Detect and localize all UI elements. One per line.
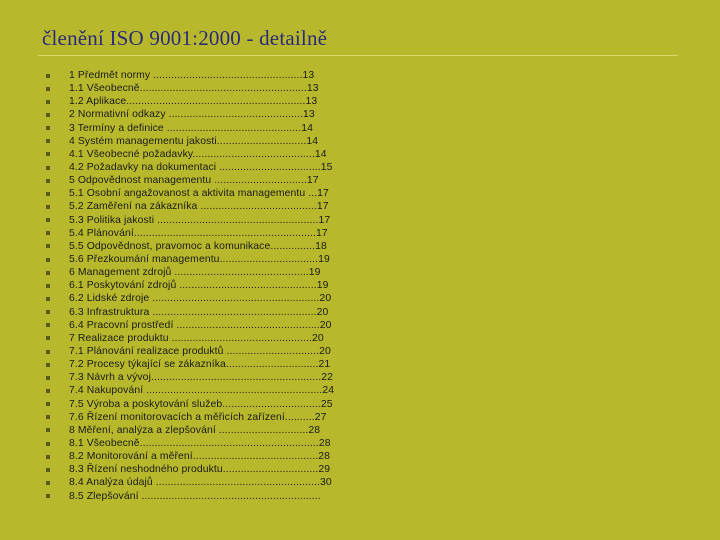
square-bullet-icon [46,376,50,380]
square-bullet-icon [46,389,50,393]
toc-item [46,95,334,108]
square-bullet-icon [46,323,50,327]
square-bullet-icon [46,284,50,288]
toc-item [46,411,334,424]
toc-item [46,306,334,319]
toc-item [46,437,334,450]
square-bullet-icon [46,481,50,485]
toc-item-text: 6 Management zdrojů .............................................19 [69,267,321,279]
square-bullet-icon [46,442,50,446]
toc-item [46,253,334,266]
toc-item [46,279,334,292]
toc-item-text: 8.4 Analýza údajů .......................................................30 [69,477,332,489]
square-bullet-icon [46,363,50,367]
toc-item [46,358,334,371]
square-bullet-icon [46,205,50,209]
square-bullet-icon [46,468,50,472]
slide-title: členění ISO 9001:2000 - detailně [42,26,328,50]
toc-item-text: 5.4 Plánování.............................................................17 [69,227,328,239]
toc-item [46,384,334,397]
toc-item [46,266,334,279]
toc-item [46,476,334,489]
square-bullet-icon [46,297,50,301]
toc-item-text: 1 Předmět normy ..................................................13 [69,70,315,81]
toc-item [46,187,334,200]
toc-item [46,108,334,121]
title-divider [38,55,678,56]
toc-item [46,424,334,437]
square-bullet-icon [46,139,50,143]
square-bullet-icon [46,258,50,262]
toc-item [46,371,334,384]
square-bullet-icon [46,74,50,78]
toc-item-text: 7.6 Řízení monitorovacích a měřicích zařízení..........27 [69,411,327,423]
toc-item [46,122,334,135]
square-bullet-icon [46,336,50,340]
square-bullet-icon [46,231,50,235]
toc-item-text: 8 Měření, analýza a zlepšování ..............................28 [69,424,321,436]
toc-item [46,450,334,463]
toc-item [46,240,334,253]
toc-item-text: 5.1 Osobní angažovanost a aktivita managementu ...17 [69,188,329,200]
toc-item-text: 8.1 Všeobecně............................................................28 [69,437,331,449]
toc-item [46,227,334,240]
toc-item-text: 5.6 Přezkoumání managementu.................................19 [69,253,330,265]
square-bullet-icon [46,310,50,314]
toc-item [46,174,334,187]
toc-item [46,161,334,174]
square-bullet-icon [46,87,50,91]
toc-item-text: 5 Odpovědnost managementu ...............................17 [69,175,319,187]
square-bullet-icon [46,192,50,196]
toc-item-text: 7.5 Výroba a poskytování služeb.................................25 [69,398,333,410]
toc-item [46,319,334,332]
square-bullet-icon [46,415,50,419]
toc-item-text: 6.3 Infrastruktura .......................................................20 [69,306,329,318]
square-bullet-icon [46,126,50,130]
toc-item-text: 4 Systém managementu jakosti..............................14 [69,135,319,147]
toc-item [46,292,334,305]
toc-item [46,463,334,476]
toc-item-text: 6.2 Lidské zdroje ........................................................20 [69,293,332,305]
toc-item [46,200,334,213]
toc-item [46,398,334,411]
toc-item-text: 8.2 Monitorování a měření..........................................28 [69,451,330,463]
square-bullet-icon [46,218,50,222]
square-bullet-icon [46,350,50,354]
toc-item-text: 7.3 Návrh a vývoj.........................................................22 [69,372,333,384]
toc-item-text: 8.3 Řízení neshodného produktu................................29 [69,464,331,476]
square-bullet-icon [46,179,50,183]
toc-item-text: 4.1 Všeobecné požadavky.........................................14 [69,148,327,160]
toc-item-text: 1.1 Všeobecně........................................................13 [69,83,319,95]
square-bullet-icon [46,271,50,275]
toc-item-text: 6.1 Poskytování zdrojů ..............................................19 [69,280,329,292]
toc-item-text: 8.5 Zlepšování ............................................................ [69,490,321,502]
toc-item-text: 7.2 Procesy týkající se zákazníka...............................21 [69,359,331,371]
toc-item-text: 7.1 Plánování realizace produktů ...............................20 [69,345,331,357]
toc-item [46,490,334,503]
toc-item [46,332,334,345]
toc-item-text: 5.5 Odpovědnost, pravomoc a komunikace...............18 [69,240,327,252]
toc-list [46,69,334,503]
toc-item [46,69,334,82]
toc-item [46,345,334,358]
toc-item-text: 3 Termíny a definice .............................................14 [69,122,313,134]
square-bullet-icon [46,428,50,432]
square-bullet-icon [46,113,50,117]
toc-item-text: 2 Normativní odkazy .............................................13 [69,109,315,121]
toc-item-text: 7.4 Nakupování ...........................................................24 [69,385,335,397]
toc-item-text: 5.2 Zaměření na zákazníka .......................................17 [69,201,329,213]
square-bullet-icon [46,494,50,498]
toc-item-text: 1.2 Aplikace............................................................13 [69,96,318,108]
toc-item [46,214,334,227]
toc-item-text: 6.4 Pracovní prostředí ................................................20 [69,319,332,331]
toc-item [46,135,334,148]
toc-item-text: 4.2 Požadavky na dokumentaci ..................................15 [69,161,333,173]
square-bullet-icon [46,166,50,170]
toc-item-text: 5.3 Politika jakosti ......................................................17 [69,214,331,226]
square-bullet-icon [46,402,50,406]
square-bullet-icon [46,455,50,459]
toc-item [46,148,334,161]
toc-item-text: 7 Realizace produktu ...............................................20 [69,332,324,344]
square-bullet-icon [46,152,50,156]
toc-item [46,82,334,95]
square-bullet-icon [46,244,50,248]
square-bullet-icon [46,100,50,104]
